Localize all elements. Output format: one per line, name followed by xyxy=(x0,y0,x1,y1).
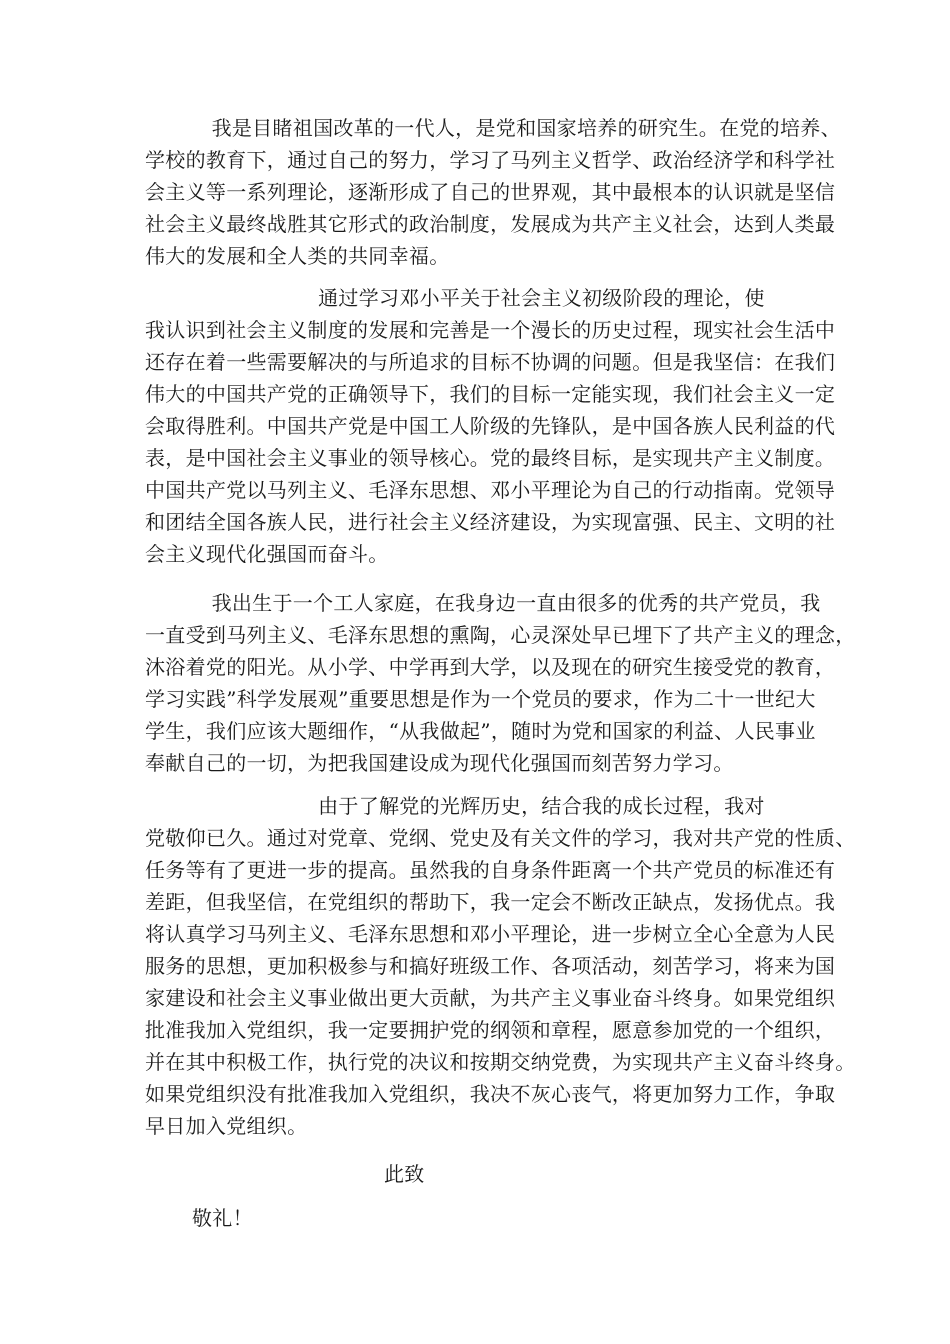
text-line: 会主义等一系列理论，逐渐形成了自己的世界观，其中最根本的认识就是坚信 xyxy=(145,180,836,204)
text-line: 我认识到社会主义制度的发展和完善是一个漫长的历史过程，现实社会生活中 xyxy=(145,318,836,342)
text-line: 批准我加入党组织，我一定要拥护党的纲领和章程，愿意参加党的一个组织， xyxy=(145,1018,836,1042)
text-line: 学校的教育下，通过自己的努力，学习了马列主义哲学、政治经济学和科学社 xyxy=(145,148,836,172)
text-line: 社会主义最终战胜其它形式的政治制度，发展成为共产主义社会，达到人类最 xyxy=(145,212,836,236)
closing-salutation: 此致 xyxy=(384,1162,425,1186)
text-line: 如果党组织没有批准我加入党组织，我决不灰心丧气，将更加努力工作，争取 xyxy=(145,1082,836,1106)
text-line: 任务等有了更进一步的提高。虽然我的自身条件距离一个共产党员的标准还有 xyxy=(145,858,836,882)
text-line: 伟大的发展和全人类的共同幸福。 xyxy=(145,244,450,268)
paragraph-2 xyxy=(145,282,836,570)
text-line: 我出生于一个工人家庭，在我身边一直由很多的优秀的共产党员，我 xyxy=(145,591,821,615)
paragraph-1 xyxy=(145,112,841,272)
text-line: 一直受到马列主义、毛泽东思想的熏陶，心灵深处早已埋下了共产主义的理念， xyxy=(145,623,856,647)
text-line: 中国共产党以马列主义、毛泽东思想、邓小平理论为自己的行动指南。党领导 xyxy=(145,478,836,502)
text-line: 和团结全国各族人民，进行社会主义经济建设，为实现富强、民主、文明的社 xyxy=(145,510,836,534)
paragraph-3 xyxy=(145,587,856,779)
text-line: 还存在着一些需要解决的与所追求的目标不协调的问题。但是我坚信：在我们 xyxy=(145,350,836,374)
paragraph-4 xyxy=(145,790,856,1142)
text-line: 将认真学习马列主义、毛泽东思想和邓小平理论，进一步树立全心全意为人民 xyxy=(145,922,836,946)
text-line: 学生，我们应该大题细作，“从我做起”，随时为党和国家的利益、人民事业 xyxy=(145,719,816,743)
text-line: 并在其中积极工作，执行党的决议和按期交纳党费，为实现共产主义奋斗终身。 xyxy=(145,1050,856,1074)
text-line: 奉献自己的一切，为把我国建设成为现代化强国而刻苦努力学习。 xyxy=(145,751,734,775)
text-line: 差距，但我坚信，在党组织的帮助下，我一定会不断改正缺点，发扬优点。我 xyxy=(145,890,836,914)
text-line: 学习实践”科学发展观”重要思想是作为一个党员的要求，作为二十一世纪大 xyxy=(145,687,816,711)
text-line: 早日加入党组织。 xyxy=(145,1114,308,1138)
text-line: 伟大的中国共产党的正确领导下，我们的目标一定能实现，我们社会主义一定 xyxy=(145,382,836,406)
text-line: 家建设和社会主义事业做出更大贡献，为共产主义事业奋斗终身。如果党组织 xyxy=(145,986,836,1010)
text-line: 表，是中国社会主义事业的领导核心。党的最终目标，是实现共产主义制度。 xyxy=(145,446,836,470)
text-line: 党敬仰已久。通过对党章、党纲、党史及有关文件的学习，我对共产党的性质、 xyxy=(145,826,856,850)
text-line: 沐浴着党的阳光。从小学、中学再到大学，以及现在的研究生接受党的教育， xyxy=(145,655,836,679)
text-line: 会取得胜利。中国共产党是中国工人阶级的先锋队，是中国各族人民利益的代 xyxy=(145,414,836,438)
text-line: 服务的思想，更加积极参与和搞好班级工作、各项活动，刻苦学习，将来为国 xyxy=(145,954,836,978)
text-line: 会主义现代化强国而奋斗。 xyxy=(145,542,389,566)
text-line: 通过学习邓小平关于社会主义初级阶段的理论，使 xyxy=(145,286,765,310)
closing-regards: 敬礼！ xyxy=(192,1206,253,1230)
text-line: 由于了解党的光辉历史，结合我的成长过程，我对 xyxy=(145,794,765,818)
text-line: 我是目睹祖国改革的一代人，是党和国家培养的研究生。在党的培养、 xyxy=(145,116,841,140)
